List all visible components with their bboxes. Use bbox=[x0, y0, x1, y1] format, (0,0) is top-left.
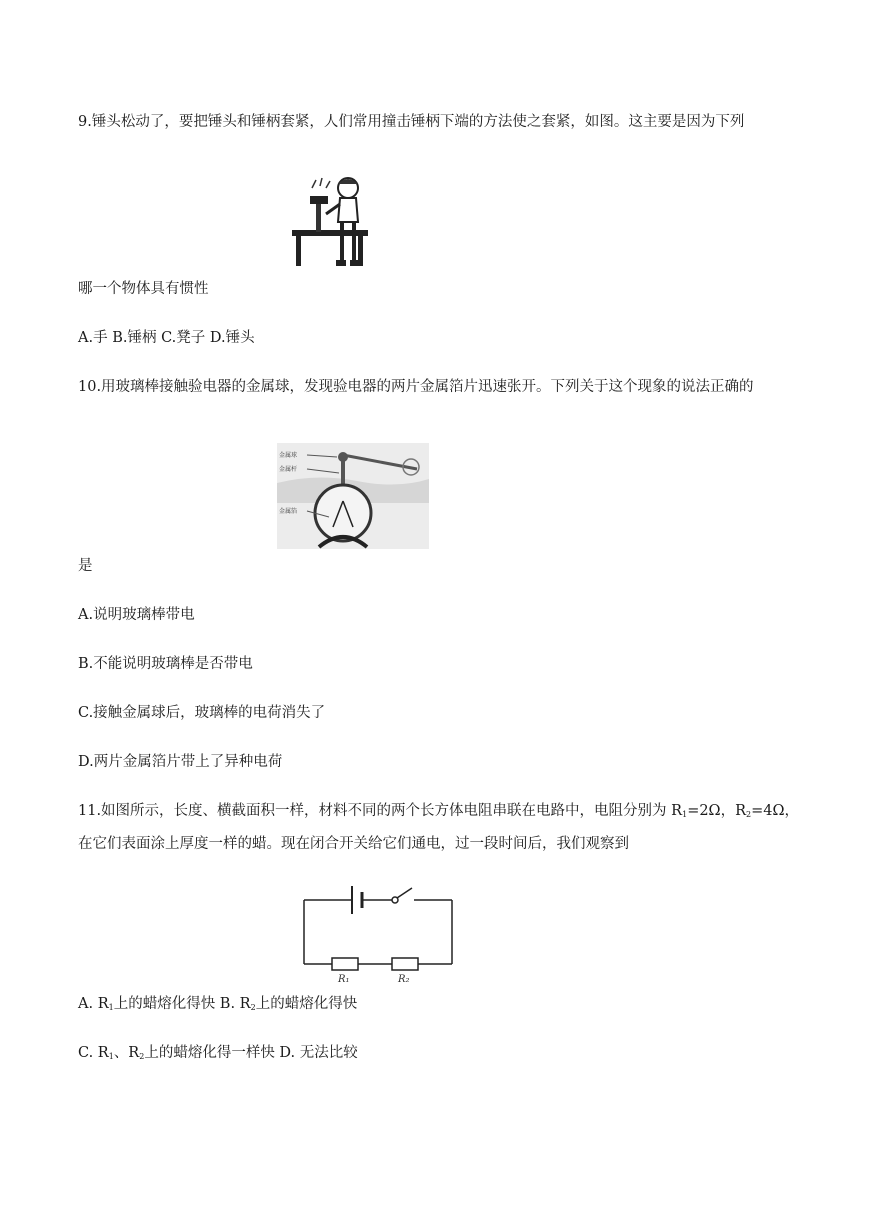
q10-stem-line2: 是 bbox=[78, 558, 93, 574]
label-metal-ball: 金属球 bbox=[279, 452, 298, 459]
q11-stem-line2: 在它们表面涂上厚度一样的蜡。现在闭合开关给它们通电，过一段时间后，我们观察到 bbox=[78, 836, 629, 852]
q10-stem-line1: 10.用玻璃棒接触验电器的金属球，发现验电器的两片金属箔片迅速张开。下列关于这个现象的说法正确的 bbox=[78, 379, 754, 395]
q11-options-ab: A. $R_1$上的蜡熔化得快 B. $R_2$上的蜡熔化得快 bbox=[78, 996, 358, 1012]
q10-option-b: B.不能说明玻璃棒是否带电 bbox=[78, 656, 253, 672]
electroscope-figure bbox=[277, 443, 429, 549]
resistor-label-r2: R₂ bbox=[398, 974, 410, 982]
q9-stem-line1: 9.锤头松动了，要把锤头和锤柄套紧，人们常用撞击锤柄下端的方法使之套紧，如图。这主要是因为下列 bbox=[78, 114, 745, 130]
q11-stem-line1: 11.如图所示，长度、横截面积一样，材料不同的两个长方体电阻串联在电路中，电阻分别为 $R_1=2\Omega$，$R_2=4\Omega$， bbox=[78, 803, 800, 819]
q10-option-c: C.接触金属球后，玻璃棒的电荷消失了 bbox=[78, 705, 326, 721]
hammer-boy-figure bbox=[290, 174, 370, 270]
q9-stem-line2: 哪一个物体具有惯性 bbox=[78, 281, 209, 297]
q9-options: A.手 B.锤柄 C.凳子 D.锤头 bbox=[78, 330, 255, 346]
circuit-figure bbox=[300, 880, 456, 982]
label-metal-rod: 金属杆 bbox=[279, 466, 298, 473]
label-metal-foil: 金属箔 bbox=[279, 508, 298, 515]
q11-options-cd: C. $R_1$、$R_2$上的蜡熔化得一样快 D. 无法比较 bbox=[78, 1045, 358, 1061]
q10-option-d: D.两片金属箔片带上了异种电荷 bbox=[78, 754, 283, 770]
resistor-label-r1: R₁ bbox=[338, 974, 350, 982]
q10-option-a: A.说明玻璃棒带电 bbox=[78, 607, 195, 623]
